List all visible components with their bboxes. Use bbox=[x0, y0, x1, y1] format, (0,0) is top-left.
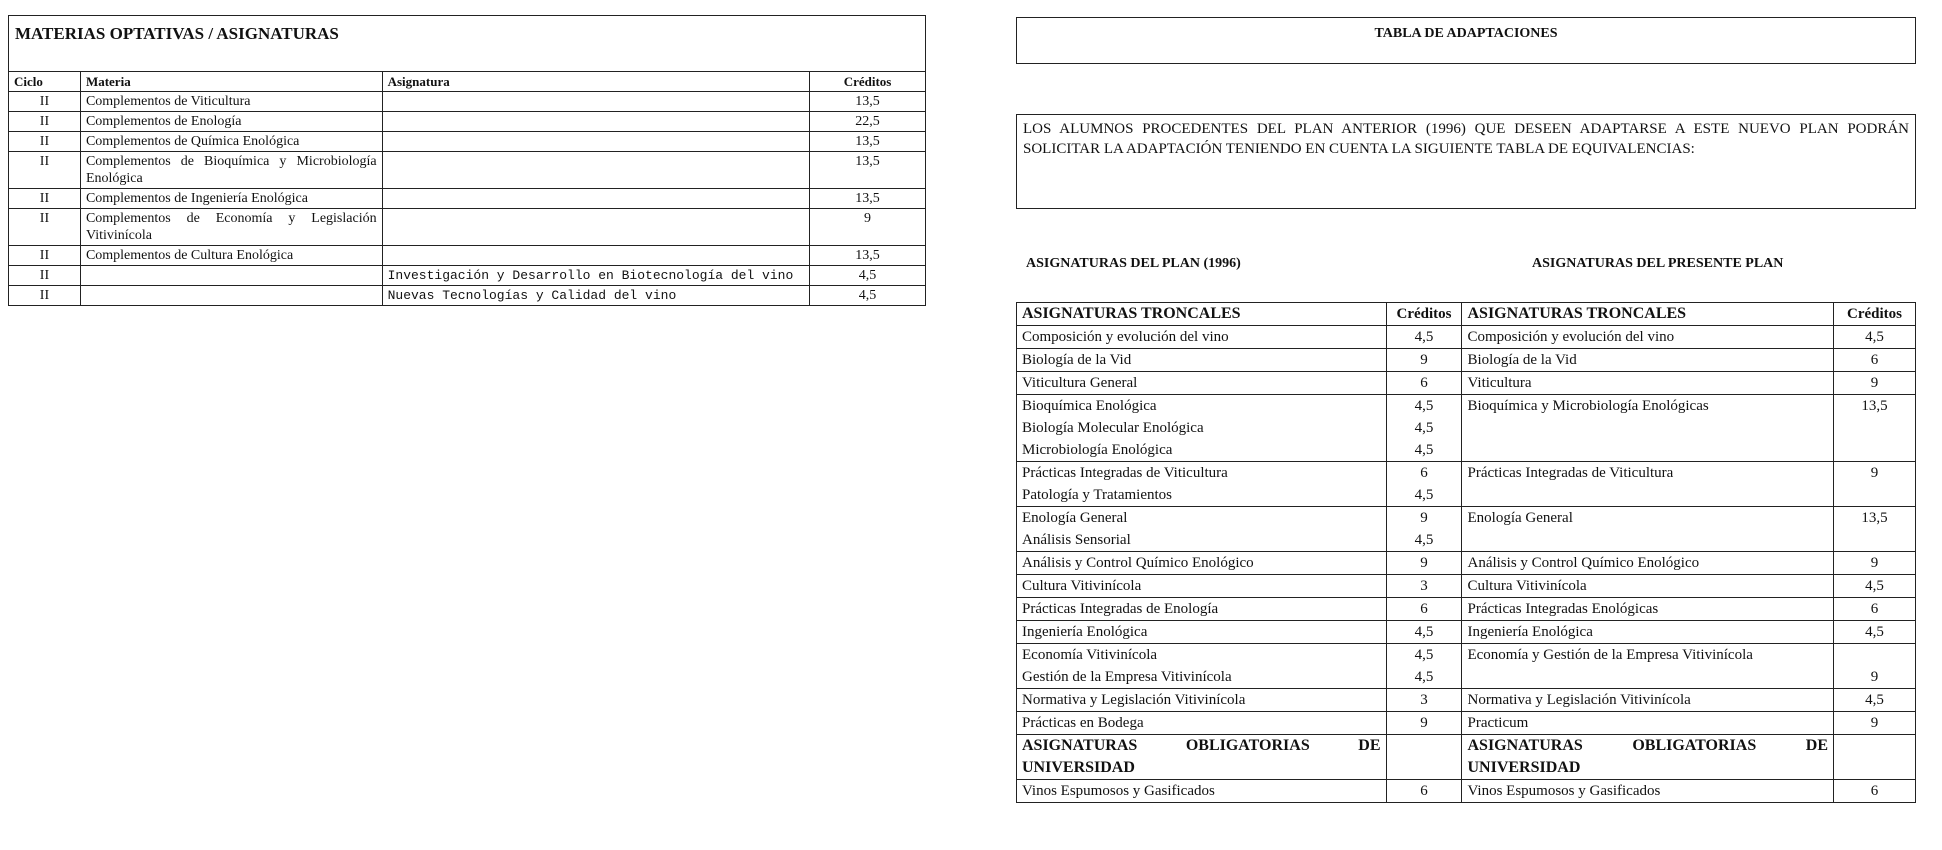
new-credits-cell-line: 9 bbox=[1870, 555, 1879, 571]
old-credits-cell-line: 6 bbox=[1420, 601, 1428, 617]
new-subject-cell-line: Prácticas Integradas Enológicas bbox=[1467, 601, 1659, 617]
new-credits-cell bbox=[1834, 326, 1916, 349]
old-subject-cell-line: Gestión de la Empresa Vitivinícola bbox=[1022, 669, 1232, 685]
new-credits-cell-line: 13,5 bbox=[1861, 510, 1888, 526]
old-credits-cell bbox=[1386, 552, 1462, 575]
adaptacion-row bbox=[1017, 621, 1916, 644]
creditos-cell: 13,5 bbox=[810, 189, 926, 209]
materia-cell: Complementos de Ingeniería Enológica bbox=[80, 189, 382, 209]
old-subject-cell-line: Biología de la Vid bbox=[1022, 352, 1132, 368]
adaptacion-row bbox=[1017, 507, 1916, 552]
materia-cell bbox=[80, 286, 382, 306]
adaptacion-row bbox=[1017, 689, 1916, 712]
asignatura-cell bbox=[382, 246, 809, 266]
old-credits-cell-line: 4,5 bbox=[1414, 532, 1434, 548]
adaptaciones-table bbox=[1016, 302, 1916, 803]
universidad-subheading-row bbox=[1017, 735, 1916, 780]
header-old-subject: ASIGNATURAS TRONCALES bbox=[1017, 303, 1387, 326]
new-credits-cell bbox=[1834, 598, 1916, 621]
old-credits-cell-line: 4,5 bbox=[1414, 329, 1434, 345]
old-subject-cell-line: Análisis y Control Químico Enológico bbox=[1022, 555, 1254, 571]
old-subject-cell bbox=[1017, 372, 1387, 395]
adaptacion-row bbox=[1017, 395, 1916, 462]
old-subject-cell bbox=[1017, 552, 1387, 575]
adaptacion-row bbox=[1017, 372, 1916, 395]
old-credits-cell-line: 6 bbox=[1420, 465, 1428, 481]
new-subject-cell-line: Cultura Vitivinícola bbox=[1467, 578, 1587, 594]
empty-cell bbox=[1386, 735, 1462, 780]
materia-cell: Complementos de Economía y Legislación Vitivinícola bbox=[80, 209, 382, 246]
old-credits-cell bbox=[1386, 575, 1462, 598]
old-subject-cell bbox=[1017, 575, 1387, 598]
new-subject-cell bbox=[1462, 621, 1834, 644]
asignatura-cell: Investigación y Desarrollo en Biotecnología del vino bbox=[382, 266, 809, 286]
new-credits-cell bbox=[1834, 349, 1916, 372]
header-creditos: Créditos bbox=[810, 72, 926, 92]
creditos-cell: 13,5 bbox=[810, 246, 926, 266]
materia-cell bbox=[80, 266, 382, 286]
asignatura-cell bbox=[382, 132, 809, 152]
header-new-credits: Créditos bbox=[1834, 303, 1916, 326]
new-subject-cell bbox=[1462, 326, 1834, 349]
old-subject-cell bbox=[1017, 689, 1387, 712]
old-subject-cell-line: Enología General bbox=[1022, 510, 1128, 526]
header-materia: Materia bbox=[80, 72, 382, 92]
old-subject-cell-line: Prácticas Integradas de Enología bbox=[1022, 601, 1219, 617]
asignatura-cell bbox=[382, 92, 809, 112]
creditos-cell: 22,5 bbox=[810, 112, 926, 132]
old-subject-cell-line: Economía Vitivinícola bbox=[1022, 647, 1158, 663]
new-subject-cell bbox=[1462, 644, 1834, 689]
new-subject-cell bbox=[1462, 712, 1834, 735]
header-new-subject: ASIGNATURAS TRONCALES bbox=[1462, 303, 1834, 326]
old-credits-cell-line: 9 bbox=[1420, 352, 1428, 368]
adaptacion-row bbox=[1017, 598, 1916, 621]
new-credits-cell-line: 4,5 bbox=[1865, 624, 1884, 640]
adaptacion-row bbox=[1017, 349, 1916, 372]
optativas-title: MATERIAS OPTATIVAS / ASIGNATURAS bbox=[8, 15, 926, 71]
adaptacion-row bbox=[1017, 575, 1916, 598]
optativas-row bbox=[9, 189, 926, 209]
old-credits-cell bbox=[1386, 462, 1462, 507]
old-credits-cell bbox=[1386, 712, 1462, 735]
old-credits-cell-line: 4,5 bbox=[1414, 624, 1434, 640]
creditos-cell: 13,5 bbox=[810, 132, 926, 152]
old-credits-cell-line: 6 bbox=[1420, 375, 1428, 391]
new-credits-cell-line: 9 bbox=[1870, 669, 1879, 685]
optativas-row bbox=[9, 112, 926, 132]
creditos-cell: 4,5 bbox=[810, 286, 926, 306]
optativas-section bbox=[8, 15, 926, 306]
new-credits-cell-line: 13,5 bbox=[1861, 398, 1888, 414]
ciclo-cell: II bbox=[9, 209, 81, 246]
univ-subheading-old: ASIGNATURAS OBLIGATORIAS DE UNIVERSIDAD bbox=[1017, 735, 1387, 780]
new-subject-cell bbox=[1462, 552, 1834, 575]
old-subject-cell bbox=[1017, 349, 1387, 372]
new-credits-cell bbox=[1834, 395, 1916, 462]
new-credits-cell-line: 6 bbox=[1870, 601, 1879, 617]
adaptaciones-title: TABLA DE ADAPTACIONES bbox=[1016, 17, 1916, 64]
old-subject-cell-line: Patología y Tratamientos bbox=[1022, 487, 1172, 503]
old-subject-cell-line: Prácticas en Bodega bbox=[1022, 715, 1144, 731]
new-credits-cell-line: 4,5 bbox=[1865, 578, 1884, 594]
old-subject-cell bbox=[1017, 462, 1387, 507]
optativas-row bbox=[9, 152, 926, 189]
old-credits-cell bbox=[1386, 395, 1462, 462]
old-credits-cell-line: 4,5 bbox=[1414, 398, 1434, 414]
new-credits-cell bbox=[1834, 689, 1916, 712]
materia-cell: Complementos de Bioquímica y Microbiología Enológica bbox=[80, 152, 382, 189]
old-credits-cell-line: 9 bbox=[1420, 715, 1428, 731]
materia-cell: Complementos de Química Enológica bbox=[80, 132, 382, 152]
adaptacion-row bbox=[1017, 552, 1916, 575]
old-credits-cell-line: 4,5 bbox=[1414, 442, 1434, 458]
creditos-cell: 13,5 bbox=[810, 92, 926, 112]
old-credits-cell bbox=[1386, 644, 1462, 689]
old-credits-cell-line: 3 bbox=[1420, 578, 1428, 594]
optativas-row bbox=[9, 92, 926, 112]
optativas-header-row bbox=[9, 72, 926, 92]
old-subject-cell-line: Prácticas Integradas de Viticultura bbox=[1022, 465, 1228, 481]
ciclo-cell: II bbox=[9, 246, 81, 266]
old-subject-cell-line: Normativa y Legislación Vitivinícola bbox=[1022, 692, 1246, 708]
new-subject-cell bbox=[1462, 372, 1834, 395]
new-credits-cell-line: 4,5 bbox=[1865, 329, 1884, 345]
new-credits-cell-line: 6 bbox=[1870, 352, 1879, 368]
new-subject-cell-line: Prácticas Integradas de Viticultura bbox=[1467, 465, 1674, 481]
new-credits-cell-line: 9 bbox=[1870, 715, 1879, 731]
optativas-row bbox=[9, 246, 926, 266]
old-subject-cell-line: Viticultura General bbox=[1022, 375, 1138, 391]
new-subject-cell-line: Análisis y Control Químico Enológico bbox=[1467, 555, 1700, 571]
old-credits-cell bbox=[1386, 507, 1462, 552]
old-credits-cell bbox=[1386, 349, 1462, 372]
adaptaciones-header-row bbox=[1017, 303, 1916, 326]
optativas-row bbox=[9, 132, 926, 152]
old-subject-cell-line: Análisis Sensorial bbox=[1022, 532, 1131, 548]
old-credits-cell: 6 bbox=[1386, 780, 1462, 803]
header-asignatura: Asignatura bbox=[382, 72, 809, 92]
old-credits-cell-line: 9 bbox=[1420, 555, 1428, 571]
adaptacion-row bbox=[1017, 712, 1916, 735]
new-subject-cell bbox=[1462, 349, 1834, 372]
ciclo-cell: II bbox=[9, 112, 81, 132]
materia-cell: Complementos de Enología bbox=[80, 112, 382, 132]
header-ciclo: Ciclo bbox=[9, 72, 81, 92]
old-subject-cell-line: Composición y evolución del vino bbox=[1022, 329, 1229, 345]
old-subject-cell bbox=[1017, 598, 1387, 621]
old-subject-cell: Vinos Espumosos y Gasificados bbox=[1017, 780, 1387, 803]
spacer bbox=[1839, 644, 1910, 666]
old-subject-cell bbox=[1017, 395, 1387, 462]
old-credits-cell-line: 4,5 bbox=[1414, 669, 1434, 685]
new-subject-cell bbox=[1462, 689, 1834, 712]
ciclo-cell: II bbox=[9, 152, 81, 189]
old-plan-heading: ASIGNATURAS DEL PLAN (1996) bbox=[1026, 256, 1241, 271]
new-subject-cell: Vinos Espumosos y Gasificados bbox=[1462, 780, 1834, 803]
new-plan-heading: ASIGNATURAS DEL PRESENTE PLAN bbox=[1532, 256, 1784, 271]
old-credits-cell-line: 4,5 bbox=[1414, 420, 1434, 436]
new-subject-cell bbox=[1462, 462, 1834, 507]
creditos-cell: 4,5 bbox=[810, 266, 926, 286]
old-credits-cell bbox=[1386, 326, 1462, 349]
new-subject-cell-line: Composición y evolución del vino bbox=[1467, 329, 1675, 345]
ciclo-cell: II bbox=[9, 189, 81, 209]
old-credits-cell-line: 9 bbox=[1420, 510, 1428, 526]
ciclo-cell: II bbox=[9, 266, 81, 286]
new-credits-cell bbox=[1834, 644, 1916, 689]
old-credits-cell bbox=[1386, 689, 1462, 712]
new-subject-cell-line: Economía y Gestión de la Empresa Vitivinícola bbox=[1467, 647, 1753, 663]
adaptacion-row bbox=[1017, 644, 1916, 689]
new-subject-cell-line: Practicum bbox=[1467, 715, 1529, 731]
adaptaciones-notice: LOS ALUMNOS PROCEDENTES DEL PLAN ANTERIOR (1996) QUE DESEEN ADAPTARSE A ESTE NUEVO PLAN PODRÁN SOLICITAR LA ADAPTACIÓN TENIENDO EN CUENTA LA SIGUIENTE TABLA DE EQUIVALENCIAS: bbox=[1016, 114, 1916, 209]
optativas-row bbox=[9, 266, 926, 286]
old-subject-cell-line: Ingeniería Enológica bbox=[1022, 624, 1148, 640]
new-credits-cell-line: 9 bbox=[1870, 375, 1879, 391]
new-credits-cell bbox=[1834, 575, 1916, 598]
new-credits-cell-line: 9 bbox=[1870, 465, 1879, 481]
adaptacion-row bbox=[1017, 326, 1916, 349]
asignatura-cell bbox=[382, 152, 809, 189]
asignatura-cell: Nuevas Tecnologías y Calidad del vino bbox=[382, 286, 809, 306]
new-credits-cell bbox=[1834, 712, 1916, 735]
new-credits-cell bbox=[1834, 507, 1916, 552]
asignatura-cell bbox=[382, 209, 809, 246]
new-subject-cell bbox=[1462, 598, 1834, 621]
new-credits-cell-line: 4,5 bbox=[1865, 692, 1884, 708]
new-credits-cell bbox=[1834, 462, 1916, 507]
old-subject-cell bbox=[1017, 326, 1387, 349]
old-subject-cell bbox=[1017, 712, 1387, 735]
new-subject-cell bbox=[1462, 575, 1834, 598]
new-subject-cell-line: Enología General bbox=[1467, 510, 1573, 526]
old-credits-cell bbox=[1386, 372, 1462, 395]
new-credits-cell bbox=[1834, 372, 1916, 395]
optativas-table bbox=[8, 71, 926, 306]
new-credits-cell bbox=[1834, 621, 1916, 644]
old-credits-cell-line: 4,5 bbox=[1414, 487, 1434, 503]
new-subject-cell-line: Biología de la Vid bbox=[1467, 352, 1577, 368]
new-credits-cell bbox=[1834, 552, 1916, 575]
new-subject-cell-line: Normativa y Legislación Vitivinícola bbox=[1467, 692, 1691, 708]
adaptacion-row bbox=[1017, 462, 1916, 507]
old-subject-cell bbox=[1017, 644, 1387, 689]
ciclo-cell: II bbox=[9, 286, 81, 306]
old-credits-cell bbox=[1386, 621, 1462, 644]
empty-cell bbox=[1834, 735, 1916, 780]
optativas-row bbox=[9, 209, 926, 246]
new-subject-cell-line: Viticultura bbox=[1467, 375, 1532, 391]
old-subject-cell-line: Microbiología Enológica bbox=[1022, 442, 1173, 458]
new-subject-cell bbox=[1462, 507, 1834, 552]
asignatura-cell bbox=[382, 112, 809, 132]
old-subject-cell-line: Biología Molecular Enológica bbox=[1022, 420, 1204, 436]
header-old-credits: Créditos bbox=[1386, 303, 1462, 326]
materia-cell: Complementos de Cultura Enológica bbox=[80, 246, 382, 266]
old-subject-cell-line: Cultura Vitivinícola bbox=[1022, 578, 1142, 594]
new-subject-cell-line: Bioquímica y Microbiología Enológicas bbox=[1467, 398, 1709, 414]
universidad-row bbox=[1017, 780, 1916, 803]
new-credits-cell: 6 bbox=[1834, 780, 1916, 803]
old-credits-cell bbox=[1386, 598, 1462, 621]
materia-cell: Complementos de Viticultura bbox=[80, 92, 382, 112]
old-credits-cell-line: 4,5 bbox=[1414, 647, 1434, 663]
new-subject-cell-line: Ingeniería Enológica bbox=[1467, 624, 1593, 640]
old-credits-cell-line: 3 bbox=[1420, 692, 1428, 708]
univ-subheading-new: ASIGNATURAS OBLIGATORIAS DE UNIVERSIDAD bbox=[1462, 735, 1834, 780]
old-subject-cell bbox=[1017, 621, 1387, 644]
optativas-row bbox=[9, 286, 926, 306]
old-subject-cell-line: Bioquímica Enológica bbox=[1022, 398, 1157, 414]
ciclo-cell: II bbox=[9, 92, 81, 112]
ciclo-cell: II bbox=[9, 132, 81, 152]
old-subject-cell bbox=[1017, 507, 1387, 552]
new-subject-cell bbox=[1462, 395, 1834, 462]
creditos-cell: 13,5 bbox=[810, 152, 926, 189]
creditos-cell: 9 bbox=[810, 209, 926, 246]
asignatura-cell bbox=[382, 189, 809, 209]
